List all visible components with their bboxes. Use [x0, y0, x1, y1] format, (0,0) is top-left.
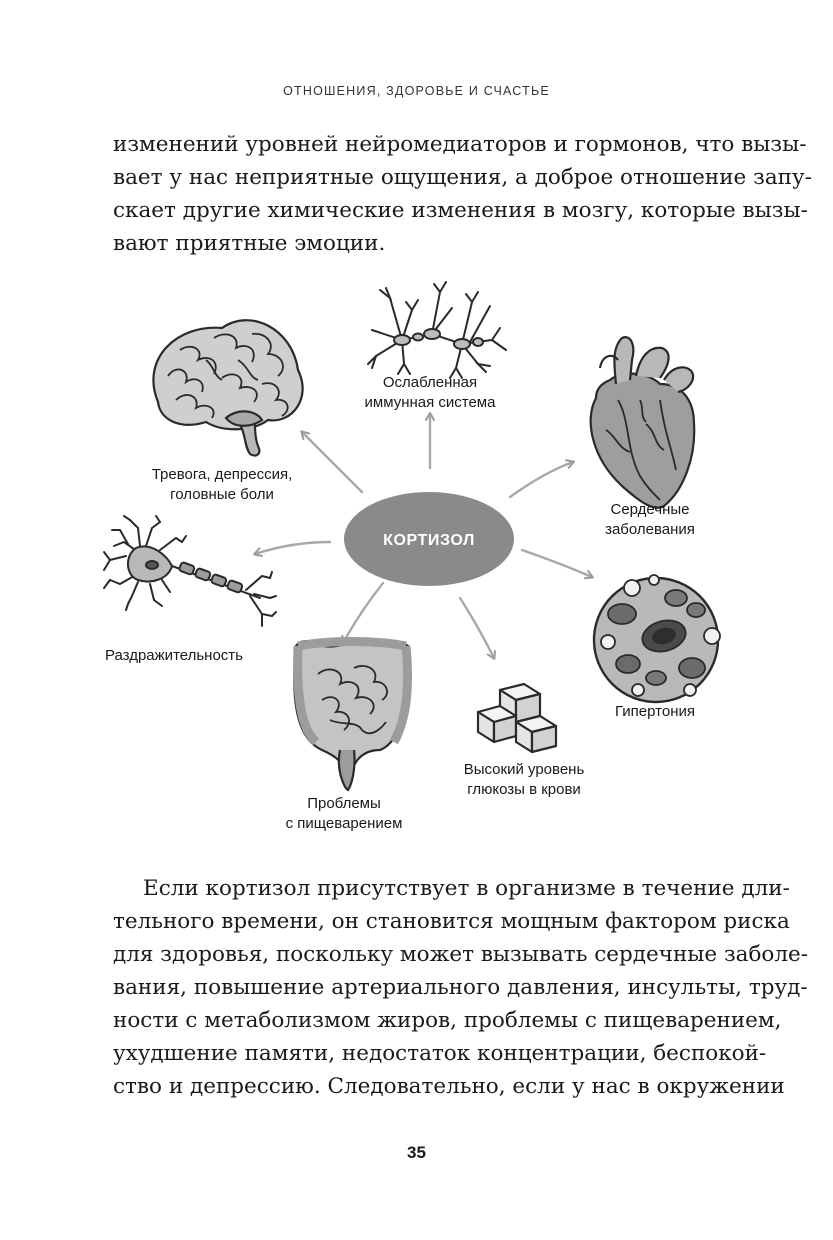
label-gut: Проблемы с пищеварением: [285, 795, 403, 832]
intestines-icon: [294, 641, 408, 790]
label-nerve: Раздражительность: [104, 647, 243, 664]
arrow-to-gut: [343, 583, 383, 643]
label-sugar: Высокий уровень глюкозы в крови: [463, 761, 585, 798]
text-line: для здоровья, поскольку может вызывать сердечные заболе-: [113, 942, 809, 967]
neuron-cluster-icon: [368, 282, 506, 378]
label-immune: Ослабленная иммунная система: [364, 374, 496, 411]
blood-cells-icon: [594, 575, 720, 702]
cortisol-label: КОРТИЗОЛ: [383, 532, 475, 549]
arrow-to-heart: [510, 462, 573, 497]
label-heart: Сердечные заболевания: [605, 501, 695, 538]
text-line: ство и депрессию. Следовательно, если у нас в окружении: [113, 1074, 785, 1099]
text-line: ухудшение памяти, недостаток концентрации, беспокой-: [113, 1041, 767, 1066]
text-line: ности с метаболизмом жиров, проблемы с пищеварением,: [113, 1008, 782, 1033]
paragraph-intro: [113, 128, 812, 260]
brain-icon: [153, 320, 302, 455]
running-head: ОТНОШЕНИЯ, ЗДОРОВЬЕ И СЧАСТЬЕ: [283, 84, 550, 98]
arrow-to-blood: [522, 550, 592, 577]
text-line: изменений уровней нейромедиаторов и гормонов, что вызы-: [113, 132, 807, 157]
arrow-to-nerve: [255, 542, 330, 554]
label-brain: Тревога, депрессия, головные боли: [151, 466, 293, 503]
label-blood: Гипертония: [615, 703, 695, 720]
sugar-cubes-icon: [478, 684, 556, 752]
text-line: вания, повышение артериального давления, инсульты, труд-: [113, 975, 808, 1000]
arrow-to-sugar: [460, 598, 494, 658]
nerve-cell-icon: [104, 516, 276, 626]
heart-icon: [591, 337, 695, 508]
text-line: Если кортизол присутствует в организме в течение дли-: [143, 876, 790, 901]
text-line: тельного времени, он становится мощным фактором риска: [113, 909, 790, 934]
text-line: скает другие химические изменения в мозгу, которые вызы-: [113, 198, 808, 223]
text-line: вает у нас неприятные ощущения, а доброе отношение запу-: [113, 165, 812, 190]
paragraph-body: [113, 872, 809, 1103]
text-line: вают приятные эмоции.: [113, 231, 386, 256]
page-number: 35: [407, 1143, 426, 1162]
cortisol-diagram-art: [0, 280, 833, 840]
cortisol-diagram: [0, 280, 833, 840]
